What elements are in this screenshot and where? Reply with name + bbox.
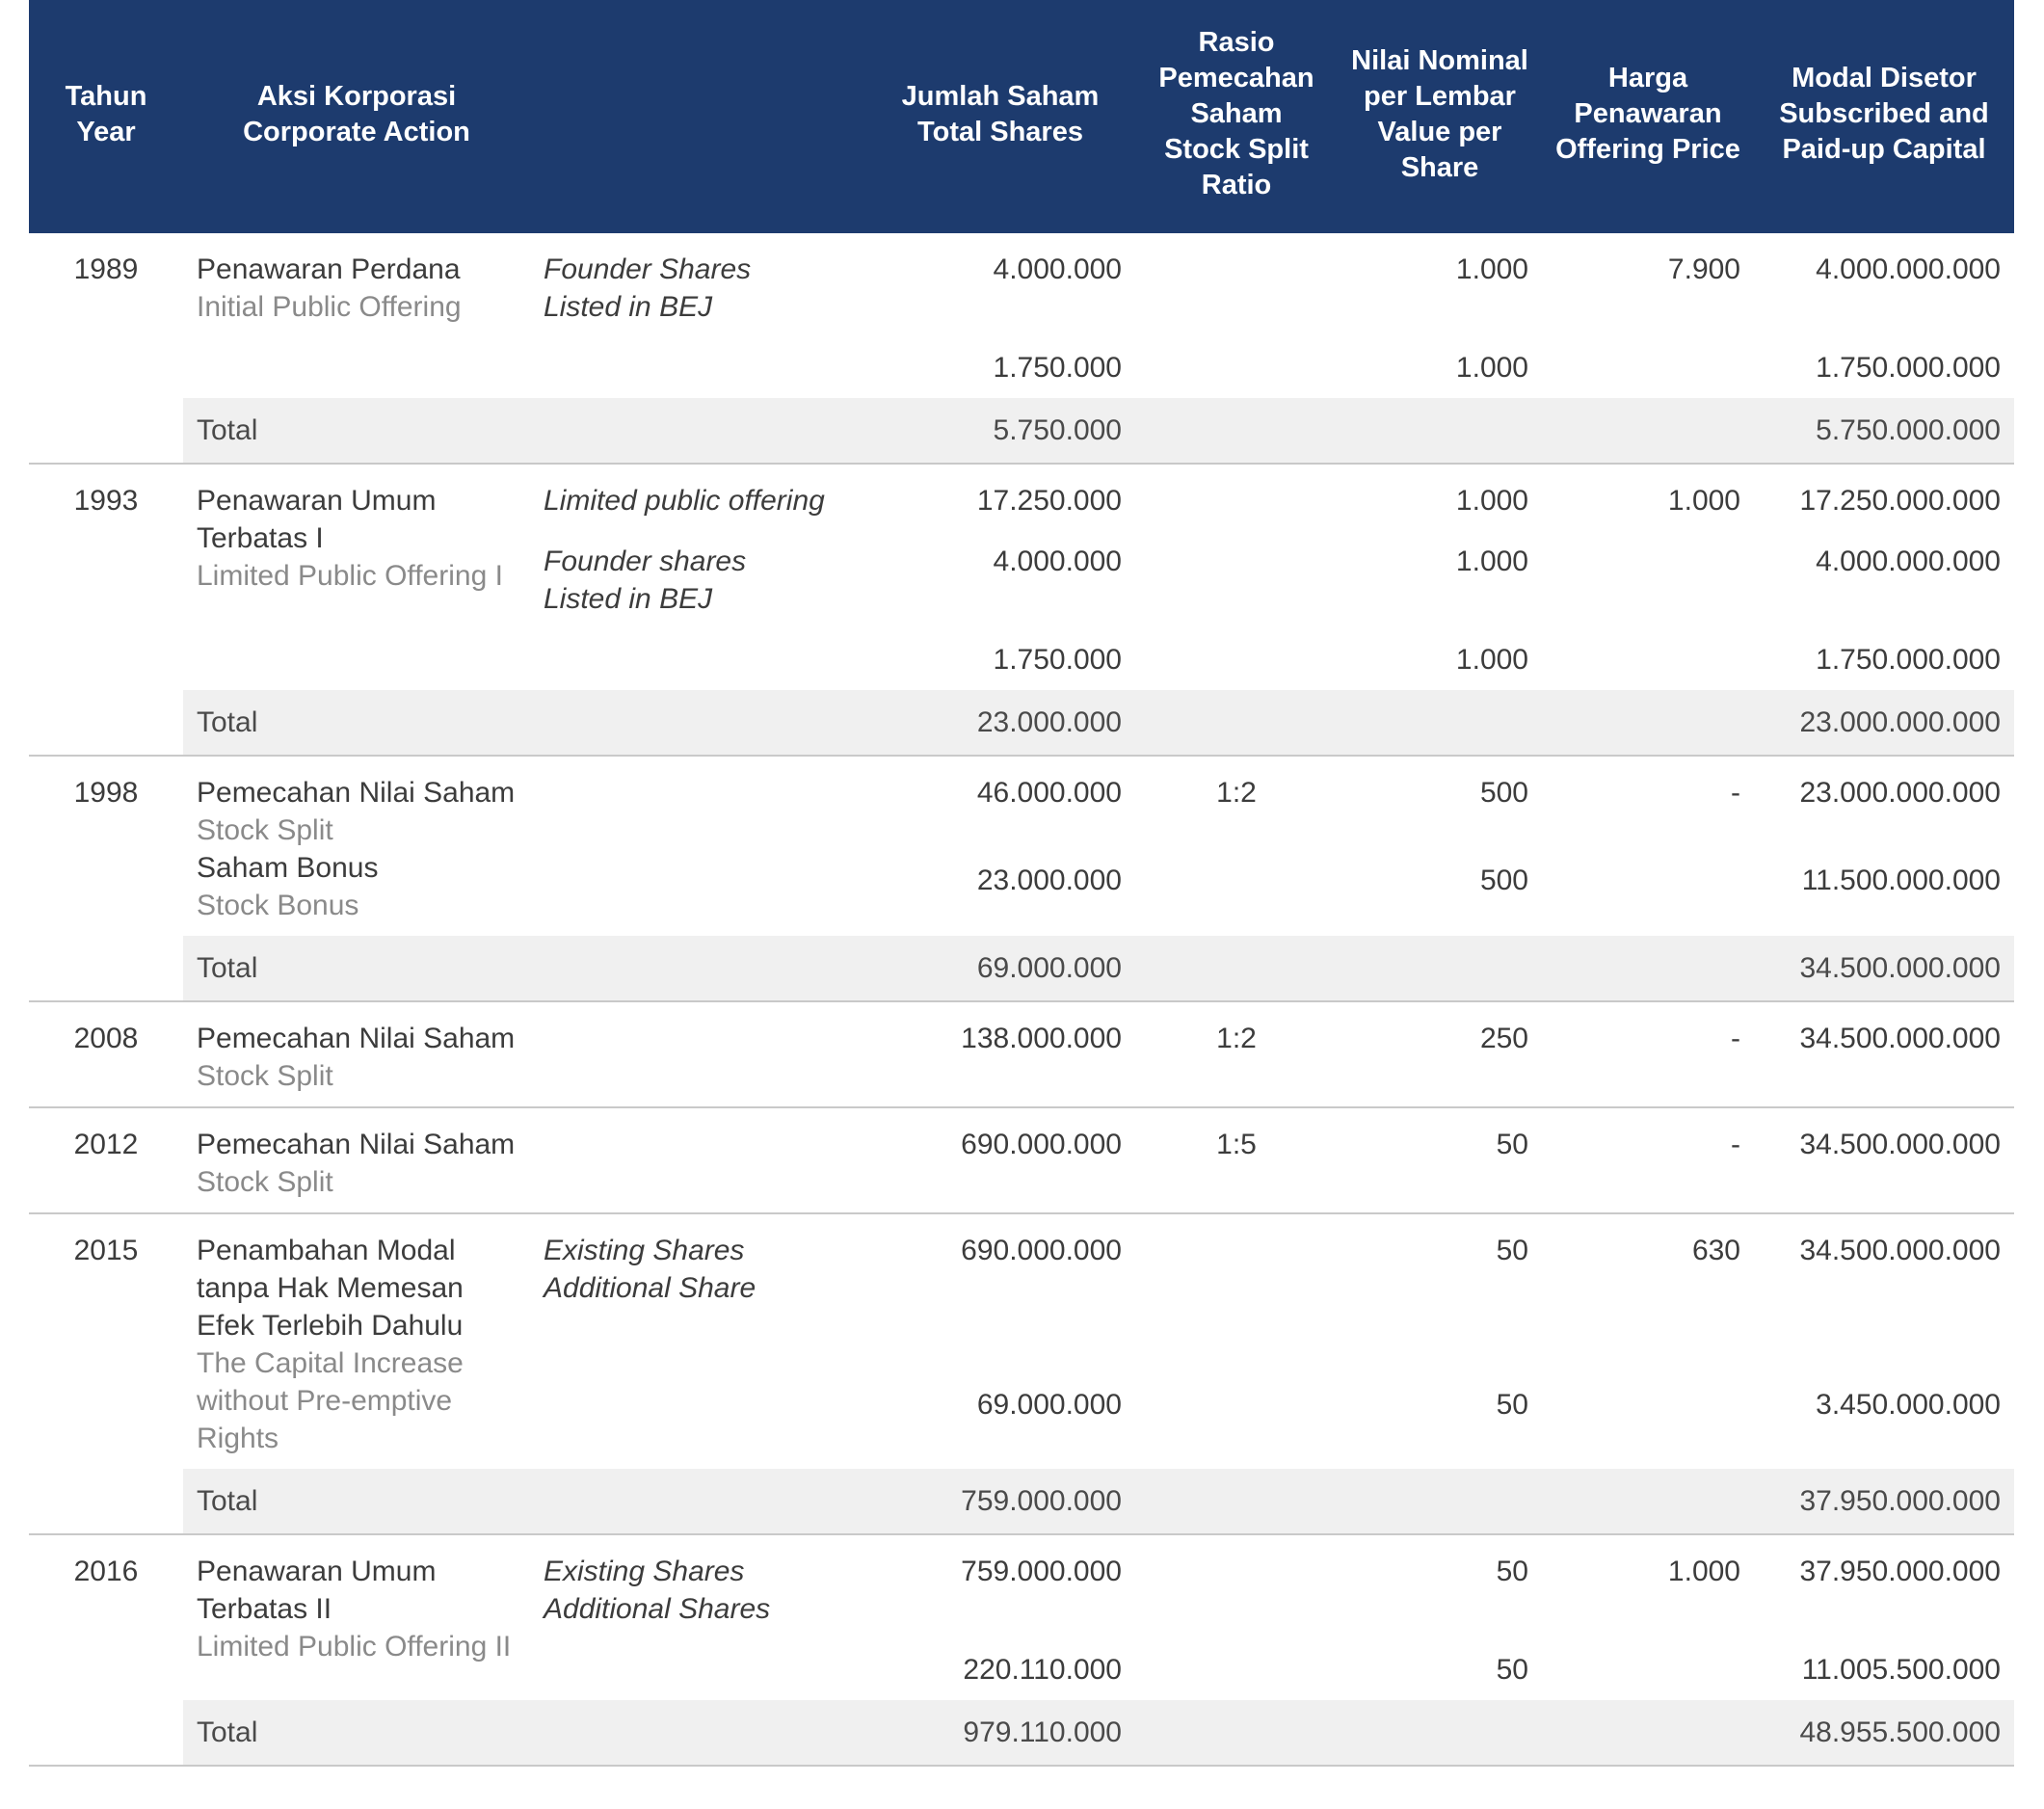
cell-note (530, 1639, 865, 1700)
rule-cell (865, 1766, 1135, 1767)
rule-cell (1338, 1766, 1542, 1767)
cell-total-ratio (1135, 398, 1338, 464)
cell-offering-price (1542, 1374, 1754, 1468)
cell-total-note (530, 1469, 865, 1534)
cell-paid-up-capital: 34.500.000.000 (1754, 1107, 2014, 1213)
cell-total-shares: 1.750.000 (865, 629, 1135, 690)
corporate-action-id: Penawaran Perdana (197, 253, 461, 285)
cell-total-year-spacer (29, 1700, 183, 1766)
column-header-corporate-action-id: Aksi Korporasi (256, 80, 457, 112)
column-header-year-id: Tahun (65, 80, 147, 112)
cell-corporate-action (183, 1107, 530, 1213)
column-header-paid-up-capital (1754, 0, 2014, 233)
cell-total-nominal (1338, 1469, 1542, 1534)
cell-total-shares-sum: 979.110.000 (865, 1700, 1135, 1766)
corporate-action-en: Initial Public Offering (197, 290, 462, 323)
cell-total-capital-sum: 37.950.000.000 (1754, 1469, 2014, 1534)
cell-stock-split-ratio (1135, 233, 1338, 337)
cell-offering-price: 1.000 (1542, 1534, 1754, 1639)
column-header-year-en: Year (76, 116, 136, 147)
column-header-stock-split-ratio-en: Stock Split Ratio (1164, 134, 1309, 201)
cell-total-label: Total (183, 936, 530, 1001)
table-total-row (29, 936, 2014, 1001)
corporate-action-id: Pemecahan Nilai Saham (197, 1128, 516, 1160)
rule-cell (1754, 1766, 2014, 1767)
cell-paid-up-capital: 4.000.000.000 (1754, 531, 2014, 629)
corporate-action-en: Stock Split (197, 813, 333, 846)
cell-paid-up-capital: 34.500.000.000 (1754, 1001, 2014, 1107)
cell-note (530, 850, 865, 936)
table-body (29, 233, 2014, 1767)
cell-total-price (1542, 1469, 1754, 1534)
cell-note: Founder shares Listed in BEJ (530, 531, 865, 629)
rule-cell (183, 1766, 530, 1767)
table-total-row (29, 690, 2014, 756)
cell-corporate-action (183, 1534, 530, 1700)
cell-total-shares: 690.000.000 (865, 1107, 1135, 1213)
cell-stock-split-ratio (1135, 1374, 1338, 1468)
cell-corporate-action (183, 233, 530, 398)
cell-total-year-spacer (29, 1469, 183, 1534)
corporate-action-en: Stock Split (197, 1165, 333, 1198)
cell-total-shares: 46.000.000 (865, 756, 1135, 850)
cell-stock-split-ratio (1135, 1213, 1338, 1375)
cell-total-note (530, 398, 865, 464)
table-row (29, 233, 2014, 337)
corporate-action-id: Penawaran Umum Terbatas I (197, 484, 437, 554)
rule-cell (29, 1766, 183, 1767)
corporate-action-en-secondary: Stock Bonus (197, 889, 359, 921)
cell-offering-price: - (1542, 1001, 1754, 1107)
cell-total-shares: 690.000.000 (865, 1213, 1135, 1375)
cell-total-year-spacer (29, 690, 183, 756)
column-header-total-shares-id: Jumlah Saham (901, 80, 1100, 112)
cell-stock-split-ratio: 1:5 (1135, 1107, 1338, 1213)
cell-total-shares: 23.000.000 (865, 850, 1135, 936)
cell-total-note (530, 936, 865, 1001)
cell-paid-up-capital: 11.005.500.000 (1754, 1639, 2014, 1700)
cell-total-nominal (1338, 936, 1542, 1001)
cell-note (530, 1001, 865, 1107)
cell-value-per-share: 1.000 (1338, 233, 1542, 337)
cell-paid-up-capital: 17.250.000.000 (1754, 464, 2014, 531)
cell-paid-up-capital: 1.750.000.000 (1754, 337, 2014, 398)
table-header (29, 0, 2014, 233)
table-row (29, 464, 2014, 531)
cell-corporate-action (183, 1213, 530, 1469)
cell-stock-split-ratio (1135, 531, 1338, 629)
cell-total-capital-sum: 5.750.000.000 (1754, 398, 2014, 464)
cell-total-shares-sum: 5.750.000 (865, 398, 1135, 464)
cell-note: Founder Shares Listed in BEJ (530, 233, 865, 337)
cell-year: 2008 (29, 1001, 183, 1107)
column-header-note (530, 0, 865, 233)
cell-total-ratio (1135, 1469, 1338, 1534)
cell-value-per-share: 50 (1338, 1213, 1542, 1375)
cell-total-shares: 138.000.000 (865, 1001, 1135, 1107)
cell-offering-price: 630 (1542, 1213, 1754, 1375)
column-header-paid-up-capital-id: Modal Disetor (1792, 63, 1977, 94)
column-header-offering-price (1542, 0, 1754, 233)
cell-stock-split-ratio (1135, 1534, 1338, 1639)
column-header-value-per-share (1338, 0, 1542, 233)
cell-total-shares: 17.250.000 (865, 464, 1135, 531)
cell-stock-split-ratio: 1:2 (1135, 1001, 1338, 1107)
corporate-action-en: Limited Public Offering I (197, 559, 503, 592)
cell-corporate-action (183, 756, 530, 936)
cell-note (530, 1107, 865, 1213)
cell-offering-price: 1.000 (1542, 464, 1754, 531)
cell-note: Existing Shares Additional Share (530, 1213, 865, 1375)
corporate-action-en: The Capital Increase without Pre-emptive Rights (197, 1346, 464, 1454)
cell-paid-up-capital: 1.750.000.000 (1754, 629, 2014, 690)
column-header-value-per-share-id: Nilai Nominal per Lembar (1351, 44, 1528, 112)
cell-year: 1989 (29, 233, 183, 398)
cell-corporate-action (183, 1001, 530, 1107)
corporate-action-id: Pemecahan Nilai Saham (197, 776, 516, 809)
cell-offering-price: - (1542, 756, 1754, 850)
cell-note (530, 756, 865, 850)
cell-offering-price (1542, 850, 1754, 936)
cell-total-label: Total (183, 1469, 530, 1534)
cell-note: Existing Shares Additional Shares (530, 1534, 865, 1639)
cell-value-per-share: 1.000 (1338, 337, 1542, 398)
cell-stock-split-ratio (1135, 850, 1338, 936)
corporate-action-id-secondary: Saham Bonus (197, 851, 379, 884)
table-header-row (29, 0, 2014, 233)
cell-total-year-spacer (29, 936, 183, 1001)
cell-value-per-share: 1.000 (1338, 464, 1542, 531)
cell-year: 1993 (29, 464, 183, 690)
cell-value-per-share: 50 (1338, 1374, 1542, 1468)
column-header-corporate-action-en: Corporate Action (243, 116, 470, 147)
cell-note (530, 629, 865, 690)
cell-year: 2012 (29, 1107, 183, 1213)
corporate-action-en: Limited Public Offering II (197, 1630, 512, 1663)
cell-note (530, 1374, 865, 1468)
cell-paid-up-capital: 4.000.000.000 (1754, 233, 2014, 337)
cell-total-price (1542, 936, 1754, 1001)
cell-total-label: Total (183, 1700, 530, 1766)
cell-offering-price (1542, 337, 1754, 398)
table-total-row (29, 1700, 2014, 1766)
cell-year: 2015 (29, 1213, 183, 1469)
column-header-offering-price-id: Harga Penawaran (1574, 63, 1722, 130)
column-header-corporate-action (183, 0, 530, 233)
table-total-row (29, 1469, 2014, 1534)
cell-note (530, 337, 865, 398)
cell-corporate-action (183, 464, 530, 690)
cell-total-year-spacer (29, 398, 183, 464)
cell-value-per-share: 50 (1338, 1639, 1542, 1700)
cell-value-per-share: 500 (1338, 756, 1542, 850)
corporate-action-en: Stock Split (197, 1059, 333, 1092)
cell-value-per-share: 1.000 (1338, 531, 1542, 629)
corporate-action-id: Penawaran Umum Terbatas II (197, 1555, 437, 1625)
cell-total-label: Total (183, 690, 530, 756)
cell-total-price (1542, 398, 1754, 464)
cell-offering-price (1542, 531, 1754, 629)
table-bottom-rule (29, 1766, 2014, 1767)
rule-cell (530, 1766, 865, 1767)
cell-stock-split-ratio (1135, 337, 1338, 398)
table-row (29, 1213, 2014, 1375)
cell-paid-up-capital: 23.000.000.000 (1754, 756, 2014, 850)
cell-stock-split-ratio (1135, 1639, 1338, 1700)
cell-total-capital-sum: 23.000.000.000 (1754, 690, 2014, 756)
cell-total-nominal (1338, 690, 1542, 756)
cell-paid-up-capital: 34.500.000.000 (1754, 1213, 2014, 1375)
column-header-year (29, 0, 183, 233)
cell-offering-price: - (1542, 1107, 1754, 1213)
corporate-action-id: Pemecahan Nilai Saham (197, 1022, 516, 1054)
table-row (29, 1107, 2014, 1213)
cell-total-ratio (1135, 690, 1338, 756)
cell-total-capital-sum: 48.955.500.000 (1754, 1700, 2014, 1766)
column-header-total-shares (865, 0, 1135, 233)
rule-cell (1542, 1766, 1754, 1767)
cell-total-label: Total (183, 398, 530, 464)
cell-offering-price (1542, 629, 1754, 690)
cell-stock-split-ratio (1135, 629, 1338, 690)
cell-total-price (1542, 1700, 1754, 1766)
cell-total-shares: 759.000.000 (865, 1534, 1135, 1639)
cell-total-shares: 1.750.000 (865, 337, 1135, 398)
cell-value-per-share: 1.000 (1338, 629, 1542, 690)
cell-total-shares: 69.000.000 (865, 1374, 1135, 1468)
cell-total-ratio (1135, 936, 1338, 1001)
cell-value-per-share: 500 (1338, 850, 1542, 936)
column-header-stock-split-ratio-id: Rasio Pemecahan Saham (1158, 27, 1314, 130)
cell-total-shares-sum: 69.000.000 (865, 936, 1135, 1001)
cell-total-shares: 220.110.000 (865, 1639, 1135, 1700)
cell-total-nominal (1338, 398, 1542, 464)
corporate-action-id: Penambahan Modal tanpa Hak Memesan Efek Terlebih Dahulu (197, 1234, 464, 1342)
cell-total-nominal (1338, 1700, 1542, 1766)
column-header-stock-split-ratio (1135, 0, 1338, 233)
cell-paid-up-capital: 11.500.000.000 (1754, 850, 2014, 936)
table-row (29, 756, 2014, 850)
column-header-value-per-share-en: Value per Share (1377, 116, 1502, 183)
cell-total-capital-sum: 34.500.000.000 (1754, 936, 2014, 1001)
table-row (29, 1534, 2014, 1639)
cell-stock-split-ratio: 1:2 (1135, 756, 1338, 850)
cell-total-shares-sum: 23.000.000 (865, 690, 1135, 756)
cell-total-note (530, 690, 865, 756)
cell-offering-price: 7.900 (1542, 233, 1754, 337)
cell-value-per-share: 50 (1338, 1534, 1542, 1639)
cell-total-shares-sum: 759.000.000 (865, 1469, 1135, 1534)
cell-total-ratio (1135, 1700, 1338, 1766)
column-header-offering-price-en: Offering Price (1555, 134, 1740, 166)
column-header-paid-up-capital-en: Subscribed and Paid-up Capital (1779, 98, 1989, 166)
cell-year: 2016 (29, 1534, 183, 1700)
table-total-row (29, 398, 2014, 464)
cell-total-shares: 4.000.000 (865, 233, 1135, 337)
rule-cell (1135, 1766, 1338, 1767)
cell-value-per-share: 50 (1338, 1107, 1542, 1213)
cell-stock-split-ratio (1135, 464, 1338, 531)
cell-value-per-share: 250 (1338, 1001, 1542, 1107)
cell-note: Limited public offering (530, 464, 865, 531)
cell-paid-up-capital: 37.950.000.000 (1754, 1534, 2014, 1639)
table-row (29, 1001, 2014, 1107)
cell-total-note (530, 1700, 865, 1766)
cell-offering-price (1542, 1639, 1754, 1700)
cell-year: 1998 (29, 756, 183, 936)
cell-total-price (1542, 690, 1754, 756)
cell-total-shares: 4.000.000 (865, 531, 1135, 629)
column-header-total-shares-en: Total Shares (917, 116, 1083, 147)
cell-paid-up-capital: 3.450.000.000 (1754, 1374, 2014, 1468)
corporate-action-table (29, 0, 2014, 1767)
